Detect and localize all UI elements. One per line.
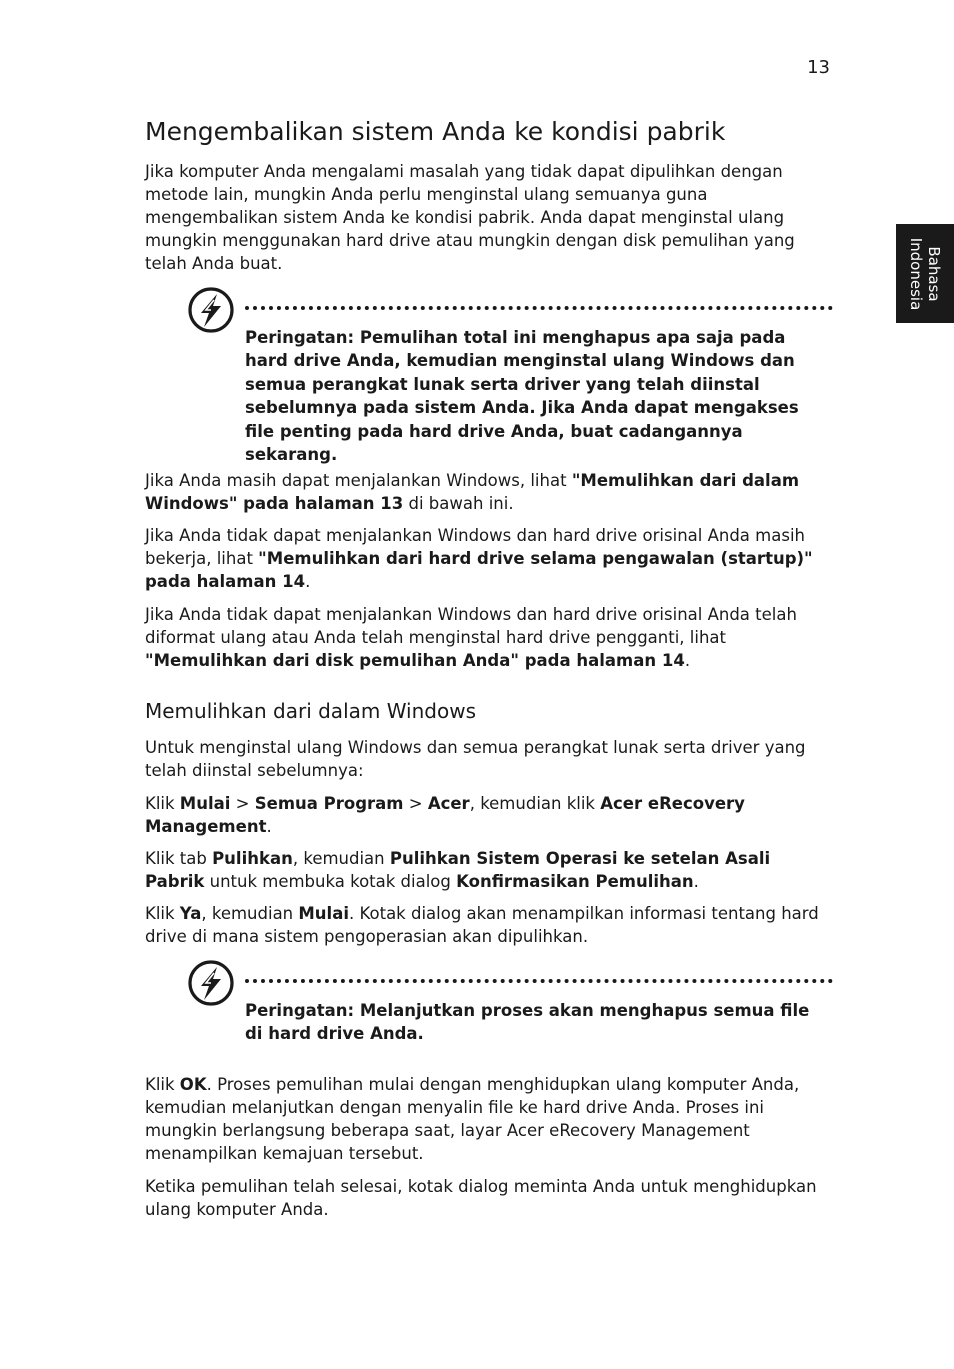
warning-divider bbox=[245, 979, 833, 983]
warning-divider bbox=[245, 306, 833, 310]
page-number: 13 bbox=[807, 57, 830, 78]
paragraph-reinstall-intro: Untuk menginstal ulang Windows dan semua perangkat lunak serta driver yang telah diinstal sebelumnya: bbox=[145, 738, 806, 780]
link-recover-from-hard-drive[interactable]: "Memulihkan dari hard drive selama pengawalan (startup)" pada halaman 14 bbox=[145, 549, 813, 591]
paragraph-hard-drive-replaced: Jika Anda tidak dapat menjalankan Windows dan hard drive orisinal Anda telah diformat ulang atau Anda telah menginstal hard drive pengganti, lihat "Memulihkan dari disk pemulihan Anda" pada halaman 14. bbox=[145, 605, 797, 670]
warning-text-1: Peringatan: Pemulihan total ini menghapus apa saja pada hard drive Anda, kemudian menginstal ulang Windows dan semua perangkat lunak serta driver yang telah diinstal sebelumnya pada sistem Anda. Jika Anda dapat mengakses file penting pada hard drive Anda, buat cadangannya sekarang. bbox=[245, 328, 799, 465]
intro-paragraph: Jika komputer Anda mengalami masalah yang tidak dapat dipulihkan dengan metode lain, mungkin Anda perlu menginstal ulang semuanya guna mengembalikan sistem Anda ke kondisi pabrik. Anda dapat menginstal ulang mungkin menggunakan hard drive atau mungkin dengan disk pemulihan yang telah Anda buat. bbox=[145, 162, 795, 273]
paragraph-windows-running: Jika Anda masih dapat menjalankan Windows, lihat "Memulihkan dari dalam Windows" pada halaman 13 di bawah ini. bbox=[145, 471, 800, 513]
language-tab-line2: Indonesia bbox=[907, 237, 925, 310]
paragraph-hard-drive-working: Jika Anda tidak dapat menjalankan Windows dan hard drive orisinal Anda masih bekerja, lihat "Memulihkan dari hard drive selama pengawalan (startup)" pada halaman 14. bbox=[145, 526, 813, 591]
step-open-erecovery: Klik Mulai > Semua Program > Acer, kemudian klik Acer eRecovery Management. bbox=[145, 794, 745, 836]
language-tab-label bbox=[907, 237, 943, 310]
step-click-ok: Klik OK. Proses pemulihan mulai dengan menghidupkan ulang komputer Anda, kemudian melanjutkan dengan menyalin file ke hard drive Anda. Proses ini mungkin berlangsung beberapa saat, layar Acer eRecovery Management menampilkan kemajuan tersebut. bbox=[145, 1075, 800, 1163]
language-tab bbox=[896, 224, 954, 323]
link-recover-from-windows[interactable]: "Memulihkan dari dalam Windows" pada halaman 13 bbox=[145, 471, 800, 513]
warning-lightning-icon bbox=[187, 959, 235, 1007]
link-recover-from-disc[interactable]: "Memulihkan dari disk pemulihan Anda" pada halaman 14 bbox=[145, 651, 685, 670]
step-confirm-start: Klik Ya, kemudian Mulai. Kotak dialog akan menampilkan informasi tentang hard drive di mana sistem pengoperasian akan dipulihkan. bbox=[145, 904, 819, 946]
subsection-heading: Memulihkan dari dalam Windows bbox=[145, 699, 476, 723]
step-restore-tab: Klik tab Pulihkan, kemudian Pulihkan Sistem Operasi ke setelan Asali Pabrik untuk membuka kotak dialog Konfirmasikan Pemulihan. bbox=[145, 849, 771, 891]
section-heading: Mengembalikan sistem Anda ke kondisi pabrik bbox=[145, 117, 726, 146]
language-tab-line1: Bahasa bbox=[925, 245, 943, 302]
warning-lightning-icon bbox=[187, 286, 235, 334]
paragraph-restart: Ketika pemulihan telah selesai, kotak dialog meminta Anda untuk menghidupkan ulang komputer Anda. bbox=[145, 1177, 817, 1219]
warning-text-2: Peringatan: Melanjutkan proses akan menghapus semua file di hard drive Anda. bbox=[245, 1001, 810, 1044]
